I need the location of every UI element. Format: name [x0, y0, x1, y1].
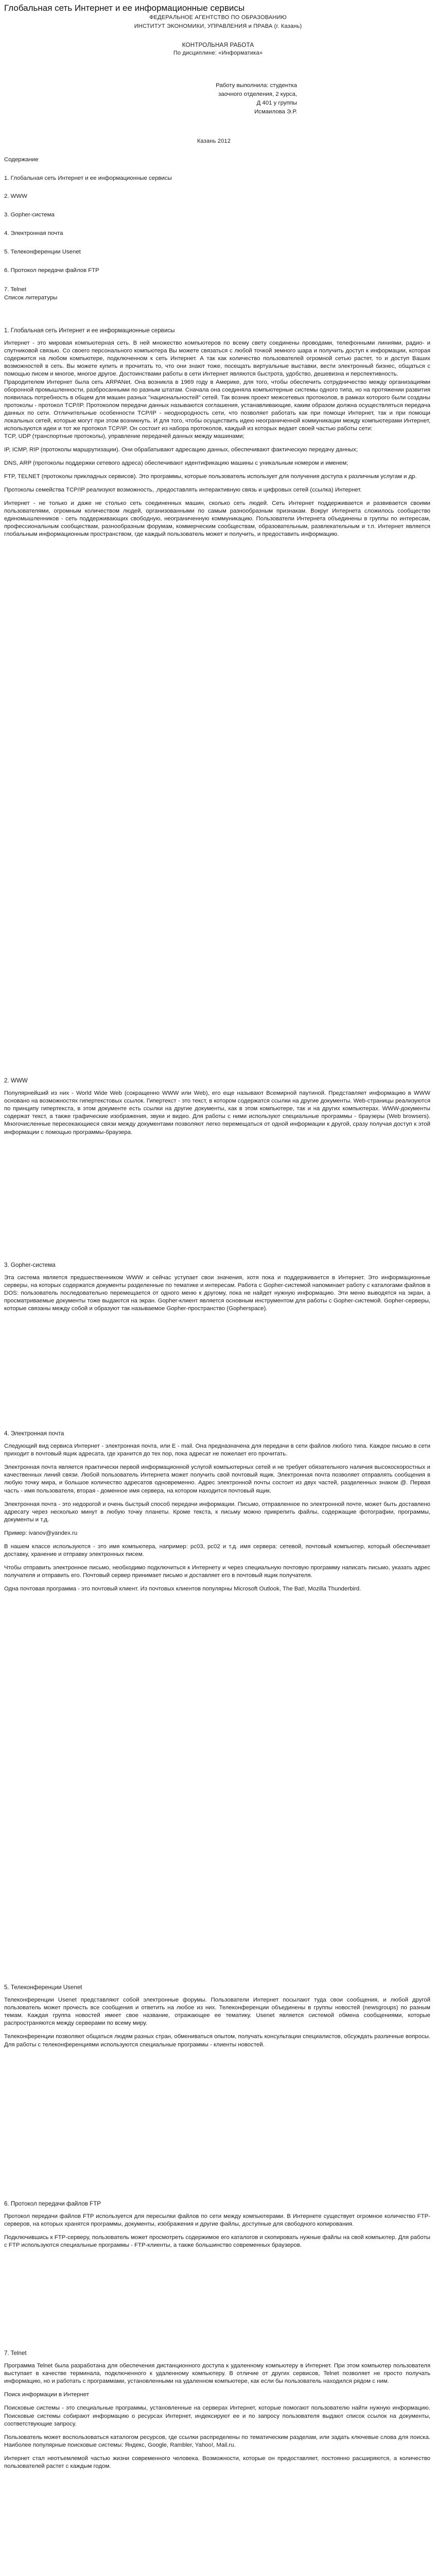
section-heading: 3. Gopher-система: [4, 1262, 56, 1268]
toc-item: 5. Телеконференции Usenet: [4, 249, 81, 255]
paragraph: Интернет стал неотъемлемой частью жизни современного человека. Возможности, которые он предоставляет, постоянно расширяются, а количество пользователей растет с каждым годом.: [4, 2455, 430, 2469]
toc-item: 7. Telnet: [4, 286, 26, 293]
paragraph: Электронная почта является практически первой информационной услугой компьютерных сетей и не требует обязательного наличия высокоскоростных и качественных линий связи. Любой пользователь Интернета может получить свой почтовый ящик. Электронная почта позволяет отправлять сообщения в любую точку мира, и большое количество адресатов одновременно. Адрес электронной почты состоит из двух частей, разделенных знаком @. Первая часть - имя пользователя, вторая - доменное имя сервера, на котором находится почтовый ящик.: [4, 1464, 430, 1494]
paragraph: IP, ICMP, RIP (протоколы маршрутизации). Они обрабатывают адресацию данных, обеспечивают фактическую передачу данных;: [4, 446, 358, 453]
document-title: Глобальная сеть Интернет и ее информационные сервисы: [4, 3, 245, 13]
paragraph: Следующий вид сервиса Интернет - электронная почта, или E - mail. Она предназначена для передачи в сети файлов любого типа. Каждое письмо в сети приходит в почтовый ящик адресата, где хранится до тех пор, пока адресат не пожелает его прочитать.: [4, 1443, 430, 1458]
toc-item: 1. Глобальная сеть Интернет и ее информационные сервисы: [4, 175, 172, 181]
work-type: КОНТРОЛЬНАЯ РАБОТА: [182, 42, 254, 48]
toc-item: 4. Электронная почта: [4, 230, 63, 236]
paragraph: Программа Telnet была разработана для обеспечения дистанционного доступа к удаленному компьютеру в Интернет. При этом компьютер пользователя выступает в качестве терминала, подключенного к удаленному компьютеру. В отличие от других сервисов, Telnet позволяет не просто получать информацию, но и работать с программами, установленными на удаленном компьютере, как если бы пользователь находился рядом с ним.: [4, 2363, 430, 2385]
section-7: [4, 2349, 430, 2470]
section-heading: 5. Телеконференции Usenet: [4, 1984, 82, 1991]
toc-item: 6. Протокол передачи файлов FTP: [4, 267, 99, 274]
section-6: [4, 2200, 430, 2249]
paragraph: Подключившись к FTP-серверу, пользователь может просмотреть содержимое его каталогов и скопировать нужные файлы на свой компьютер. Для работы с FTP используются специальные программы - FTP-клиенты, а также большинство современных браузеров.: [4, 2234, 430, 2249]
section-1: [4, 327, 430, 538]
paragraph: Интернет - это мировая компьютерная сеть. В ней множество компьютеров по всему свету соединены проводами, телефонными линиями, радио- и спутниковой связью. Со своего персонального компьютера Вы можете связаться с любой точкой земного шара и получить доступ к информации, которая содержится на любом компьютере, подключенном к сеть Интернет. А так как количество пользователей огромной сетью растет, то и доступ Ваших возможностей в сеть. Вы можете купить и прочитать то, что они знают тоже, посещать виртуальные выставки, вести электронный бизнес, общаться с помощью писем и многое, многое другое. Достоинствами работы в сети Интернет являются быстрота, удобство, дешевизна и перспективность.: [4, 340, 430, 378]
section-heading: 1. Глобальная сеть Интернет и ее информационные сервисы: [4, 327, 175, 334]
paragraph: Электронная почта - это недорогой и очень быстрый способ передачи информации. Письмо, отправленное по электронной почте, может быть доставлено адресату через несколько минут в любую точку планеты. Кроме текста, к письму можно прикрепить файлы, содержащие фотографии, программы, документы и т.д.: [4, 1501, 430, 1523]
paragraph: Пример: ivanov@yandex.ru: [4, 1530, 78, 1536]
paragraph: Поисковые системы - это специальные программы, установленные на серверах Интернет, которые помогают пользователю найти нужную информацию. Поисковые системы собирают информацию о ресурсах Интернет, индексируют ее и по запросу пользователя выдают список ссылок на документы, соответствующие запросу.: [4, 2405, 430, 2427]
toc-heading: Содержание: [4, 157, 39, 163]
section-heading: 2. WWW: [4, 1077, 28, 1084]
toc-item: 2. WWW: [4, 193, 27, 199]
paragraph: Популярнейший из них - World Wide Web (сокращенно WWW или Web), его еще называют Всемирной паутиной. Представляет информацию в WWW основано на возможностях гипертекстовых ссылок. Гипертекст - это текст, в котором содержатся ссылки на другие документы. Web-страницы реализуются по принципу гипертекста, в этом документе есть ссылки на другие документы, как в этом компьютере, так и на других компьютерах. WWW-документы содержат текст, а также графические изображения, звуки и видео. Для работы с ними используют специальные программы - браузеры (Web browsers). Многочисленные пересекающиеся связи между документами позволяют легко перемещаться от одной информации к другой, сразу получая доступ к этой информации с помощью программы-браузера.: [4, 1090, 430, 1136]
author-line-1: Работу выполнила: студентка: [216, 82, 297, 89]
agency-name: ФЕДЕРАЛЬНОЕ АГЕНТСТВО ПО ОБРАЗОВАНИЮ: [149, 14, 287, 21]
discipline: По дисциплине: «Информатика»: [173, 50, 263, 56]
paragraph: Протокол передачи файлов FTP используется для пересылки файлов по сети между компьютерами. В Интернете существует огромное количество FTP-серверов, на которых хранятся программы, документы, изображения и другие файлы, доступные для свободного копирования.: [4, 2213, 430, 2228]
paragraph: Прародителем Интернет была сеть ARPANet. Она возникла в 1969 году в Америке, для того, чтобы обеспечить сотрудничество между организациями оборонной промышленности, разбросанными по разным штатам. Сначала она соединяла компьютерные системы одного типа, но на протяжении развития появилась потребность в общем для машин разных "национальностей" сетей. Так возник проект межсетевых протоколов, в рамках которого были созданы протоколы - протокол TCP/IP. Протоколом передачи данных называются соглашения, устанавливающие, каким образом должна осуществляться передача данных по сети. Отличительные особенности TCP/IP - неоднородность сети, что позволяет работать как при помощи Интернет, так и при помощи локальных сетей, которые могут при этом возникнуть. И для того, чтобы осуществить идею неограниченной коммуникации между компьютерами Интернет, используются идеи и тот же протокол TCP/IP. Он состоит из набора протоколов, каждый из которых ведает своей частью работы сети:: [4, 379, 430, 432]
paragraph: Чтобы отправить электронное письмо, необходимо подключиться к Интернету и через специальную почтовую программу написать письмо, указать адрес получателя и отправить его. Почтовый сервер принимает письмо и доставляет его в почтовый ящик получателя.: [4, 1564, 430, 1579]
paragraph: Интернет - не только и даже не столько сеть соединенных машин, сколько сеть людей. Сеть Интернет поддерживается и развивается своими пользователями, огромным количеством людей, организованными по самым разнообразным признакам. Вокруг Интернета сложилось сообщество единомышленников - сеть поддерживающих свободную, неограниченную коммуникацию. Пользователи Интернета объединены в группы по интересам, профессиональным сообществам, разнообразным форумам, коммерческим сообществам, образовательным, развлекательным и т.п. Интернет является глобальным информационным пространством, где каждый пользователь может и получить, и предоставить информацию.: [4, 500, 430, 538]
paragraph: Телеконференции позволяют общаться людям разных стран, обмениваться опытом, получать консультации специалистов, обсуждать различные вопросы. Для работы с телеконференциями используются специальные программы - клиенты новостей.: [4, 2033, 430, 2048]
paragraph: Телеконференции Usenet представляют собой электронные форумы. Пользователи Интернет посылают туда свои сообщения, и любой другой пользователь может прочесть все сообщения и ответить на любое из них. Телеконференции объединены в группы новостей (newsgroups) по разным темам. Каждая группа новостей имеет свое название, отражающее ее тематику. Usenet является системой обмена сообщениями, которые распространяются между серверами по всему миру.: [4, 1997, 430, 2027]
author-line-4: Исмаилова Э.Р.: [254, 109, 297, 115]
paragraph: FTP, TELNET (протоколы прикладных сервисов). Это программы, которые пользователь использует для получения доступа к различным услугам и др.: [4, 473, 417, 480]
paragraph: В нашем классе используются - это имя компьютера, например: pc03, pc02 и т.д. имя сервера: сетевой, почтовый компьютер, который обеспечивает доставку, хранение и отправку электронных писем.: [4, 1543, 430, 1557]
city-year: Казань 2012: [197, 138, 231, 144]
toc-item: 3. Gopher-система: [4, 212, 55, 218]
section-5: [4, 1984, 430, 2049]
section-4: [4, 1430, 430, 1593]
section-heading: 4. Электронная почта: [4, 1430, 64, 1437]
institute-name: ИНСТИТУТ ЭКОНОМИКИ, УПРАВЛЕНИЯ и ПРАВА (г. Казань): [134, 23, 302, 29]
paragraph: Поиск информации в Интернет: [4, 2392, 89, 2398]
author-line-3: Д 401 у группы: [256, 100, 297, 106]
paragraph: Эта система является предшественником WWW и сейчас уступает свои значения, хотя пока и поддерживается в Интернет. Это информационные серверы, на которых содержатся документы разделенные по тематике и интересам. Работа с Gopher-системой напоминает работу с каталогами файлов в DOS: пользователь последовательно перемещается от одного меню к другому, пока не найдет нужную информацию. Эти меню выводятся на экран, а просматриваемые документы тоже выдаются на экран. Gopher-клиент является основным инструментом для работы с Gopher-системой. Gopher-серверы, которые связаны между собой и образуют так называемое Gopher-пространство (Gopherspace).: [4, 1275, 430, 1312]
paragraph: DNS, ARP (протоколы поддержки сетевого адреса) обеспечивают идентификацию машины с уникальным номером и именем;: [4, 460, 348, 466]
section-3: [4, 1261, 430, 1313]
toc-item: Список литературы: [4, 295, 58, 301]
paragraph: Протоколы семейства TCP/IP реализуют возможность, ,предоставлять интерактивную связь и цифровых сетей (ссылка) Интернет.: [4, 487, 362, 494]
paragraph: Пользователь может воспользоваться каталогом ресурсов, где ссылки распределены по тематическим разделам, или задать ключевые слова для поиска. Наиболее популярные поисковые системы: Яндекс, Google, Rambler, Yahoo!, Mail.ru.: [4, 2434, 430, 2448]
author-line-2: заочного отделения, 2 курса,: [218, 91, 297, 97]
paragraph: Одна почтовая программа - это почтовый клиент. Из почтовых клиентов популярны Microsoft Outlook, The Bat!, Mozilla Thunderbird.: [4, 1585, 361, 1592]
section-heading: 7. Telnet: [4, 2350, 27, 2357]
section-heading: 6. Протокол передачи файлов FTP: [4, 2200, 101, 2207]
paragraph: TCP, UDP (транспортные протоколы), управление передачей данных между машинами;: [4, 433, 245, 439]
section-2: [4, 1077, 430, 1137]
